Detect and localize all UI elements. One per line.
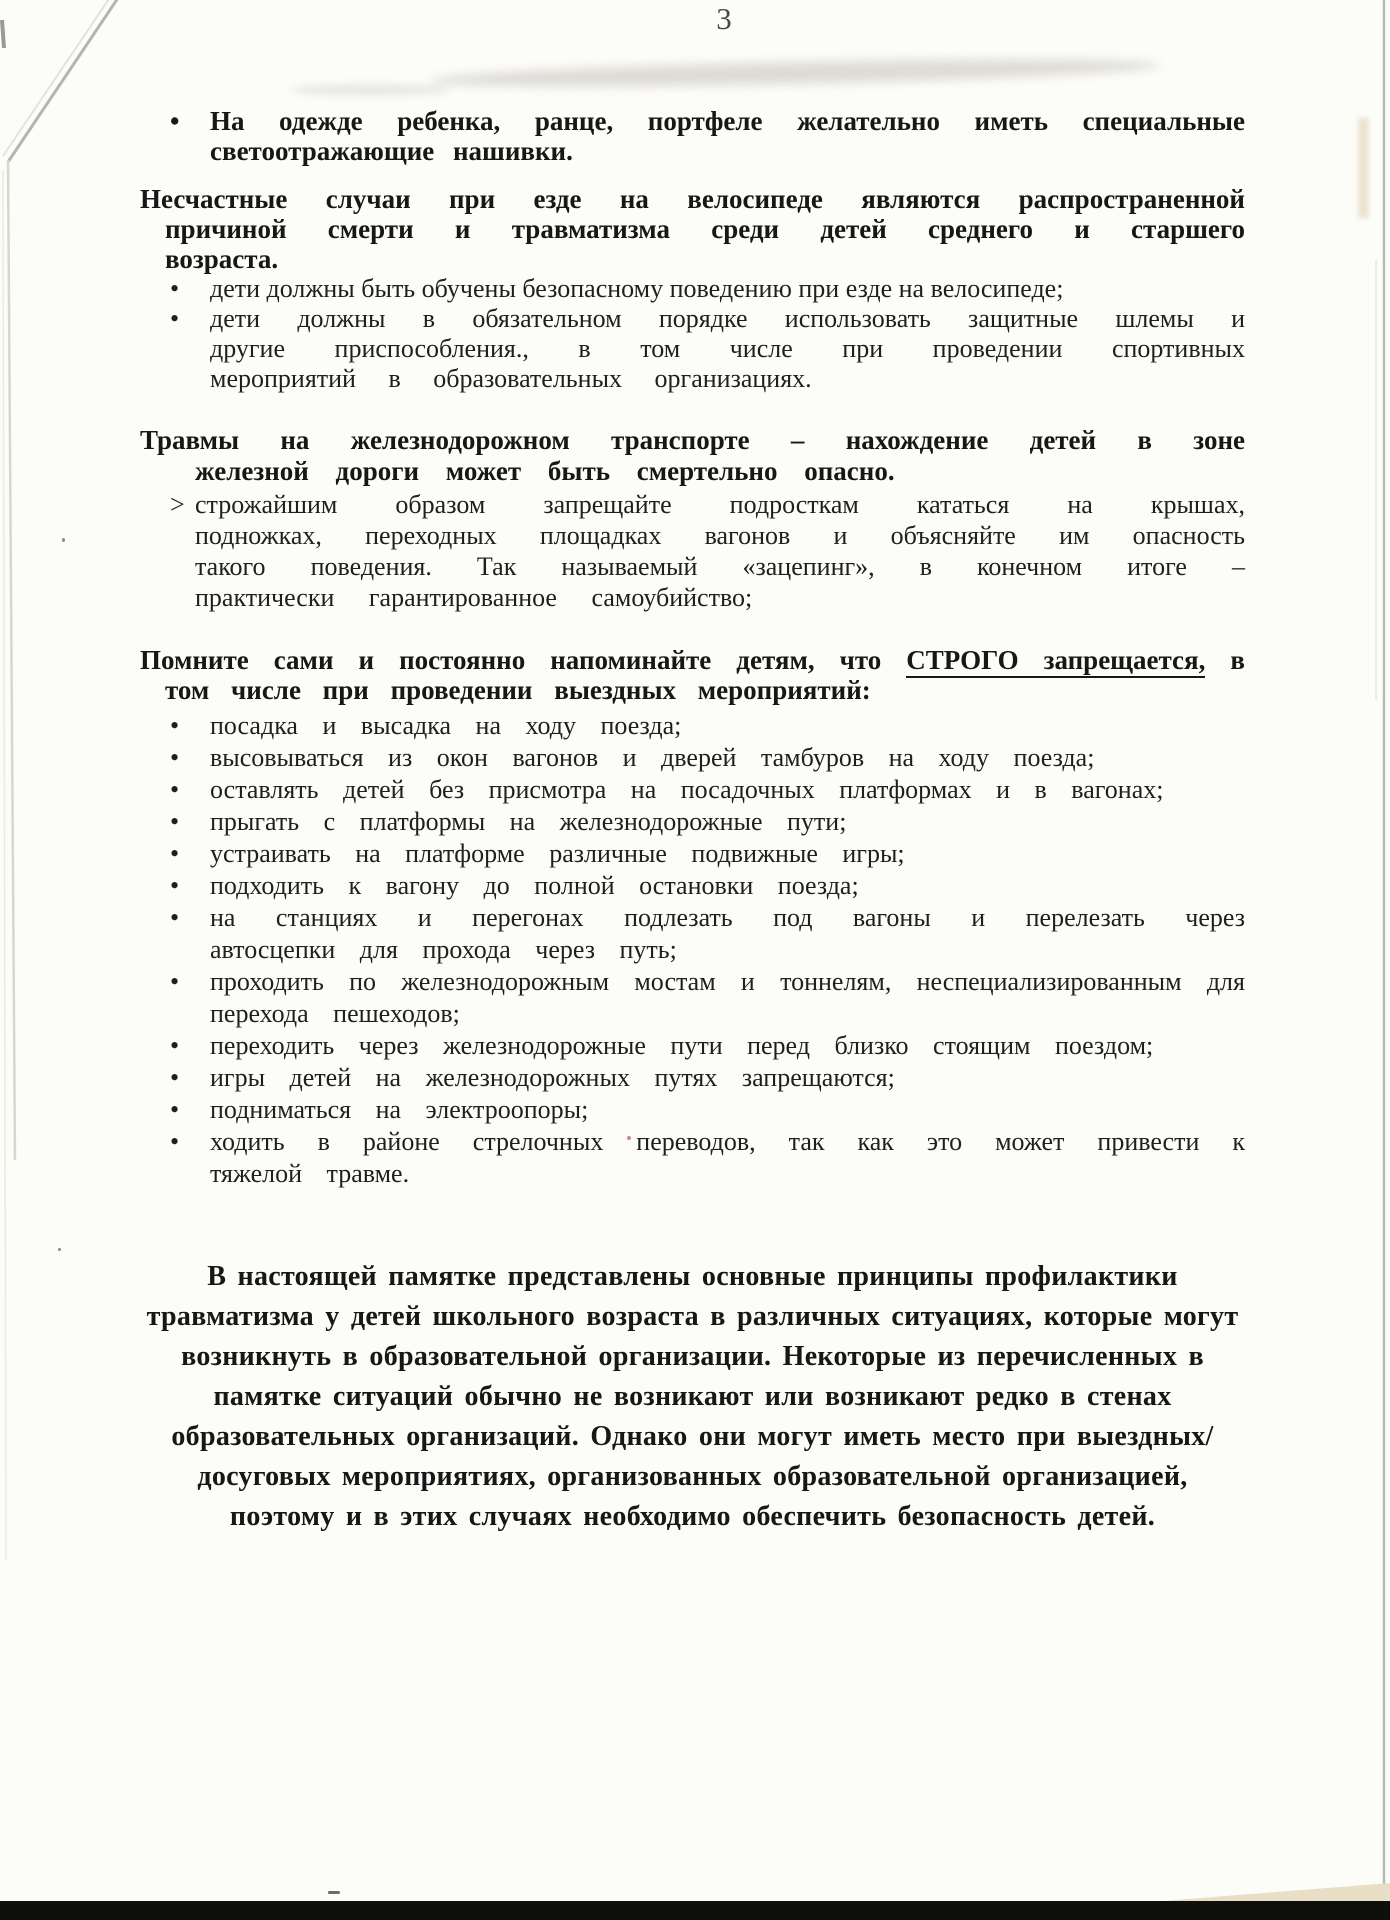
list-item — [140, 902, 1245, 966]
list-item-text: игры детей на железнодорожных путях запрещаются; — [210, 1063, 895, 1092]
list-item-text: устраивать на платформе различные подвижные игры; — [210, 839, 905, 868]
prohibited-actions-list — [140, 710, 1245, 1190]
list-item-text: оставлять детей без присмотра на посадочных платформах и в вагонах; — [210, 775, 1164, 804]
list-item-text: строжайшим образом запрещайте подросткам кататься на крышах, подножках, переходных площадках вагонов и объясняйте им опасность такого поведения. Так называемый «зацепинг», в конечном итоге – практически гарантированное самоубийство; — [195, 490, 1245, 612]
list-item — [140, 966, 1245, 1030]
scan-speck — [58, 1248, 61, 1251]
list-item-text: подниматься на электроопоры; — [210, 1095, 589, 1124]
angle-bracket-marker: > — [170, 490, 185, 519]
bullet-marker: • — [170, 1127, 180, 1156]
scan-speck — [62, 538, 65, 542]
list-item-train-surfing — [140, 489, 1245, 613]
bullet-marker: • — [170, 967, 180, 996]
list-item-text: На одежде ребенка, ранце, портфеле желательно иметь специальные светоотражающие нашивки. — [210, 106, 1245, 166]
list-item — [140, 1062, 1245, 1094]
heading-text: в том числе при проведении выездных мероприятий: — [165, 645, 1245, 705]
list-item-text: посадка и высадка на ходу поезда; — [210, 711, 682, 740]
bullet-marker: • — [170, 1095, 180, 1124]
heading-text: Помните сами и постоянно напоминайте детям, что — [140, 645, 907, 675]
list-item — [140, 1094, 1245, 1126]
bullet-marker: • — [170, 1031, 180, 1060]
bullet-marker: • — [170, 839, 180, 868]
list-item — [140, 1126, 1245, 1190]
list-item — [140, 806, 1245, 838]
bullet-marker: • — [170, 711, 180, 740]
section-heading-bicycle: Несчастные случаи при езде на велосипеде являются распространенной причиной смерти и травматизма среди детей среднего и старшего возраста. — [140, 184, 1245, 274]
list-item-text: на станциях и перегонах подлезать под вагоны и перелезать через автосцепки для прохода через путь; — [210, 903, 1245, 964]
scan-speck — [328, 1891, 340, 1894]
bullet-marker: • — [170, 1063, 180, 1092]
page-bottom-edge — [1150, 1883, 1390, 1902]
list-item — [140, 710, 1245, 742]
list-item-text: дети должны в обязательном порядке использовать защитные шлемы и другие приспособления., в том числе при проведении спортивных мероприятий в образовательных организациях. — [210, 304, 1245, 393]
list-item-text: высовываться из окон вагонов и дверей тамбуров на ходу поезда; — [210, 743, 1095, 772]
bullet-marker: • — [170, 807, 180, 836]
bullet-marker: • — [170, 871, 180, 900]
bullet-marker: • — [170, 775, 180, 804]
bullet-marker: • — [170, 743, 180, 772]
list-item-reflective-patches — [140, 106, 1245, 166]
list-item — [140, 774, 1245, 806]
section-heading-strictly-forbidden — [140, 645, 1245, 705]
paper-stain — [1358, 118, 1369, 218]
section-heading-railway: Травмы на железнодорожном транспорте – нахождение детей в зоне железной дороги может быть смертельно опасно. — [140, 425, 1245, 486]
list-item-text: дети должны быть обучены безопасному поведению при езде на велосипеде; — [210, 274, 1064, 303]
list-item — [140, 742, 1245, 774]
list-item — [140, 838, 1245, 870]
page-number: 3 — [716, 1, 732, 36]
bicycle-safety-list — [140, 274, 1245, 394]
list-item — [140, 1030, 1245, 1062]
list-item — [140, 274, 1245, 304]
list-item-text: ходить в районе стрелочных переводов, так как это может привести к тяжелой травме. — [210, 1127, 1245, 1188]
closing-paragraph: В настоящей памятке представлены основные принципы профилактики травматизма у детей школьного возраста в различных ситуациях, которые могут возникнуть в образовательной организации. Некоторые из перечисленных в памятке ситуаций обычно не возникают или возникают редко в стенах образовательных организаций. Однако они могут иметь место при выездных/досуговых мероприятиях, организованных образовательной организацией, поэтому и в этих случаях необходимо обеспечить безопасность детей. — [146, 1261, 1239, 1532]
list-item-text: прыгать с платформы на железнодорожные пути; — [210, 807, 847, 836]
list-item-text: проходить по железнодорожным мостам и тоннелям, неспециализированным для перехода пешеходов; — [210, 967, 1245, 1028]
bullet-marker: • — [170, 304, 180, 333]
list-item — [140, 870, 1245, 902]
document-content — [140, 0, 1245, 1537]
scanner-edge-band — [0, 1901, 1390, 1920]
underlined-heading-text: СТРОГО запрещается, — [906, 645, 1205, 678]
list-item — [140, 304, 1245, 394]
bullet-marker: • — [170, 106, 180, 136]
list-item-text: подходить к вагону до полной остановки поезда; — [210, 871, 859, 900]
bullet-marker: • — [170, 903, 180, 932]
list-item-text: переходить через железнодорожные пути перед близко стоящим поездом; — [210, 1031, 1154, 1060]
bullet-marker: • — [170, 274, 180, 303]
